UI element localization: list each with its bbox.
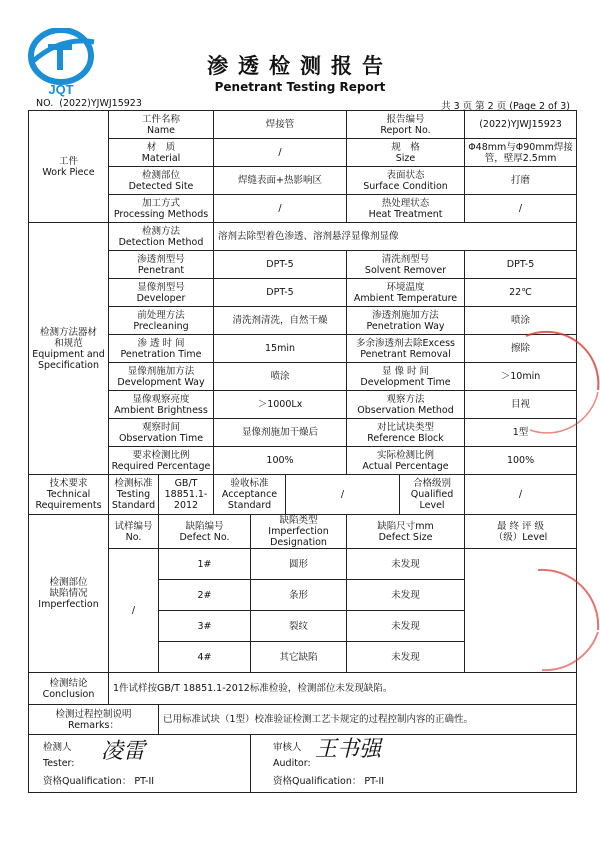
tester-signature: 凌雷 bbox=[101, 738, 146, 764]
conclusion-value: 1件试样按GB/T 18851.1-2012标准检验，检测部位未发现缺陷。 bbox=[109, 673, 577, 705]
defect-row-1: 2# 条形 未发现 bbox=[29, 580, 577, 611]
workpiece-row-3: 加工方式 Processing Methods / 热处理状态 Heat Treatment / bbox=[29, 195, 577, 223]
tester-block: 检测人 Tester: 资格Qualification： PT-II 凌雷 bbox=[29, 735, 251, 793]
method-section-label: 检测方法器材 和规范 Equipment and Specification bbox=[29, 223, 109, 475]
workpiece-section-label: 工件 Work Piece bbox=[29, 111, 109, 223]
defect-row-0: / 1# 圆形 未发现 bbox=[29, 549, 577, 580]
logo-text: JQT bbox=[48, 82, 74, 97]
imperfection-section-label: 检测部位 缺陷情况 Imperfection bbox=[29, 515, 109, 673]
control-value: 已用标准试块（1型）校准验证检测工艺卡规定的过程控制内容的正确性。 bbox=[159, 705, 577, 735]
defect-row-2: 3# 裂纹 未发现 bbox=[29, 611, 577, 642]
method-detection-row: 检测方法器材 和规范 Equipment and Specification 检测方法 Detection Method 溶剂去除型着色渗透、溶剂悬浮显像剂显像 bbox=[29, 223, 577, 251]
control-label: 检测过程控制说明 Remarks： bbox=[29, 705, 159, 735]
workpiece-row-1: 材 质 Material / 规 格 Size Φ48mm与Φ90mm焊接管，壁厚2.5mm bbox=[29, 139, 577, 167]
report-title-cn: 渗透检测报告 bbox=[207, 53, 393, 78]
method-row-1: 显像剂型号 Developer DPT-5 环境温度 Ambient Temperature 22℃ bbox=[29, 279, 577, 307]
method-row-5: 显像观察亮度 Ambient Brightness ＞1000Lx 观察方法 Observation Method 目视 bbox=[29, 391, 577, 419]
defect-row-3: 4# 其它缺陷 未发现 bbox=[29, 642, 577, 673]
method-row-4: 显像剂施加方法 Development Way 喷涂 显 像 时 间 Development Time ＞10min bbox=[29, 363, 577, 391]
method-row-3: 渗 透 时 间 Penetration Time 15min 多余渗透剂去除Excess Penetrant Removal 擦除 bbox=[29, 335, 577, 363]
page-info: 共 3 页 第 2 页 (Page 2 of 3) bbox=[441, 101, 570, 112]
control-row bbox=[29, 705, 577, 735]
conclusion-row bbox=[29, 673, 577, 705]
workpiece-row-2: 检测部位 Detected Site 焊缝表面+热影响区 表面状态 Surface Condition 打磨 bbox=[29, 167, 577, 195]
report-number: NO. (2022)YJWJ15923 bbox=[36, 98, 142, 109]
auditor-signature: 王书强 bbox=[315, 736, 382, 762]
auditor-block: 审核人 Auditor: 资格Qualification： PT-II 王书强 bbox=[251, 735, 577, 793]
imperfection-header-row: 检测部位 缺陷情况 Imperfection 试样编号 No. 缺陷编号 Defect No. 缺陷类型 Imperfection Designation 缺陷尺寸mm Defect Size 最 终 评 级 （级）Level bbox=[29, 515, 577, 549]
method-row-6: 观察时间 Observation Time 显像剂施加干燥后 对比试块类型 Reference Block 1型 bbox=[29, 419, 577, 447]
method-row-0: 渗透剂型号 Penetrant DPT-5 清洗剂型号 Solvent Remover DPT-5 bbox=[29, 251, 577, 279]
report-title-en: Penetrant Testing Report bbox=[214, 80, 386, 94]
signature-row bbox=[29, 735, 577, 793]
workpiece-row-0: 工件 Work Piece 工件名称 Name 焊接管 报告编号 Report No. (2022)YJWJ15923 bbox=[29, 111, 577, 139]
tech-row: 技术要求 Technical Requirements 检测标准 Testing Standard GB/T 18851.1- 2012 验收标准 Acceptance Standard / 合格级别 Qualified Level / bbox=[29, 475, 577, 515]
method-row-2: 前处理方法 Precleaning 清洗剂清洗，自然干燥 渗透剂施加方法 Penetration Way 喷涂 bbox=[29, 307, 577, 335]
conclusion-label: 检测结论 Conclusion bbox=[29, 673, 109, 705]
report-table bbox=[28, 110, 577, 793]
tech-section-label: 技术要求 Technical Requirements bbox=[29, 475, 109, 515]
method-row-7: 要求检测比例 Required Percentage 100% 实际检测比例 Actual Percentage 100% bbox=[29, 447, 577, 475]
